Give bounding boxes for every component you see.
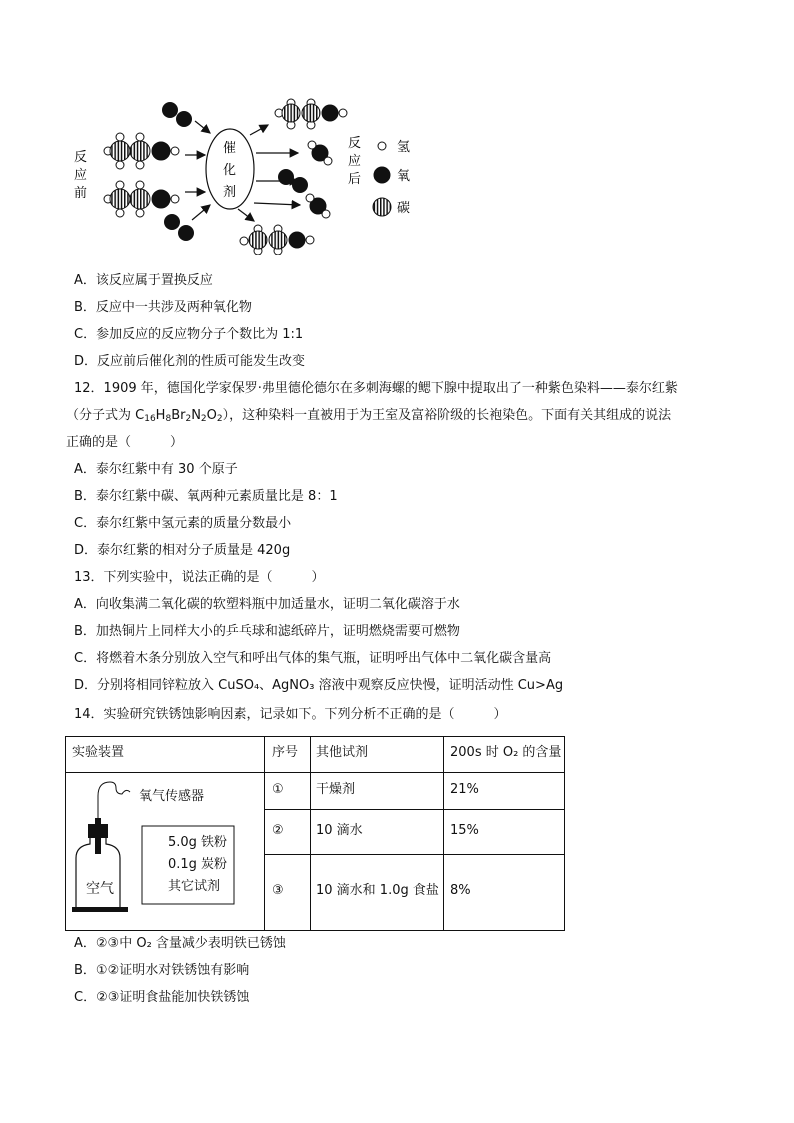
q11-option-c: C．参加反应的反应物分子个数比为 1:1 xyxy=(74,327,304,342)
right-label-3: 后 xyxy=(348,172,362,187)
right-label-1: 反 xyxy=(348,136,362,151)
q14-option-c: C．②③证明食盐能加快铁锈蚀 xyxy=(74,990,250,1005)
header-reagent-text: 其他试剂 xyxy=(316,745,369,760)
air-label: 空气 xyxy=(86,881,114,897)
q11-option-a: A．该反应属于置换反应 xyxy=(74,273,213,288)
row1-o2: 21% xyxy=(450,782,479,797)
legend-carbon: 碳 xyxy=(397,201,411,216)
q14-option-b: B．①②证明水对铁锈蚀有影响 xyxy=(74,963,250,978)
legend xyxy=(373,142,391,216)
hydrogen-legend-icon xyxy=(378,142,386,150)
row2-no: ② xyxy=(272,823,284,838)
q12-option-d: D．泰尔红紫的相对分子质量是 420g xyxy=(74,543,291,558)
q12-option-b: B．泰尔红紫中碳、氧两种元素质量比是 8：1 xyxy=(74,489,338,504)
product-molecule-1 xyxy=(275,99,347,129)
catalyst-label-1: 催 xyxy=(223,141,237,156)
q14-option-a: A．②③中 O₂ 含量减少表明铁已锈蚀 xyxy=(74,936,286,951)
header-no-text: 序号 xyxy=(272,745,299,760)
q12-option-a: A．泰尔红紫中有 30 个原子 xyxy=(74,462,238,477)
header-o2-text: 200s 时 O₂ 的含量 xyxy=(450,745,562,760)
q12-stem-line2: （分子式为 $C_{16}H_8Br_2N_2O_2$），这种染料一直被用于为王室及富裕阶级的长袍染色。下面有关其组成的说法 xyxy=(66,408,672,424)
row3-o2: 8% xyxy=(450,883,471,898)
right-label-2: 应 xyxy=(348,154,362,169)
left-label-3: 前 xyxy=(74,186,88,201)
q13-option-d: D．分别将相同锌粒放入 CuSO₄、AgNO₃ 溶液中观察反应快慢，证明活动性 Cu>Ag xyxy=(74,678,564,693)
catalyst-label-2: 化 xyxy=(223,163,237,178)
bottle-stopper xyxy=(88,824,108,838)
sensor-wire xyxy=(98,782,130,822)
box-line-2: 0.1g 炭粉 xyxy=(168,857,228,872)
box-line-3: 其它试剂 xyxy=(168,879,221,894)
product-molecule-5 xyxy=(240,225,314,255)
q12-stem-line3: 正确的是（ ） xyxy=(66,435,184,450)
row1-reagent: 干燥剂 xyxy=(316,782,356,797)
reaction-diagram xyxy=(60,95,440,255)
carbon-legend-icon xyxy=(373,198,391,216)
q13-option-c: C．将燃着木条分别放入空气和呼出气体的集气瓶，证明呼出气体中二氧化碳含量高 xyxy=(74,651,552,666)
reactant-molecule-1 xyxy=(104,133,179,169)
catalyst-label-3: 剂 xyxy=(223,185,237,200)
row3-no: ③ xyxy=(272,883,284,898)
q11-option-d: D．反应前后催化剂的性质可能发生改变 xyxy=(74,354,306,369)
header-apparatus-text: 实验装置 xyxy=(72,745,125,760)
q12-stem-line1: 12．1909 年，德国化学家保罗·弗里德伦德尔在多刺海螺的鳃下腺中提取出了一种紫色染料——泰尔红紫 xyxy=(74,381,678,396)
left-label-1: 反 xyxy=(74,150,88,165)
q14-stem: 14．实验研究铁锈蚀影响因素，记录如下。下列分析不正确的是（ ） xyxy=(74,707,507,722)
oxygen-molecule-top xyxy=(162,102,192,127)
q12-option-c: C．泰尔红紫中氢元素的质量分数最小 xyxy=(74,516,292,531)
q13-option-a: A．向收集满二氧化碳的软塑料瓶中加适量水，证明二氧化碳溶于水 xyxy=(74,597,460,612)
oxygen-legend-icon xyxy=(374,167,390,183)
legend-oxygen: 氧 xyxy=(397,169,411,184)
row3-reagent: 10 滴水和 1.0g 食盐 xyxy=(316,883,439,898)
sensor-label: 氧气传感器 xyxy=(139,789,205,804)
product-molecule-2 xyxy=(308,141,332,165)
product-molecule-4 xyxy=(306,194,330,218)
q11-option-b: B．反应中一共涉及两种氧化物 xyxy=(74,300,252,315)
row2-reagent: 10 滴水 xyxy=(316,823,363,838)
row1-no: ① xyxy=(272,782,284,797)
reactant-molecule-2 xyxy=(104,181,179,217)
oxygen-molecule-bottom xyxy=(164,214,194,241)
box-line-1: 5.0g 铁粉 xyxy=(168,835,228,850)
left-label-2: 应 xyxy=(74,168,88,183)
legend-hydrogen: 氢 xyxy=(397,140,411,155)
row2-o2: 15% xyxy=(450,823,479,838)
base-plate xyxy=(72,907,128,912)
q13-option-b: B．加热铜片上同样大小的乒乓球和滤纸碎片，证明燃烧需要可燃物 xyxy=(74,624,460,639)
q13-stem: 13．下列实验中，说法正确的是（ ） xyxy=(74,570,325,585)
